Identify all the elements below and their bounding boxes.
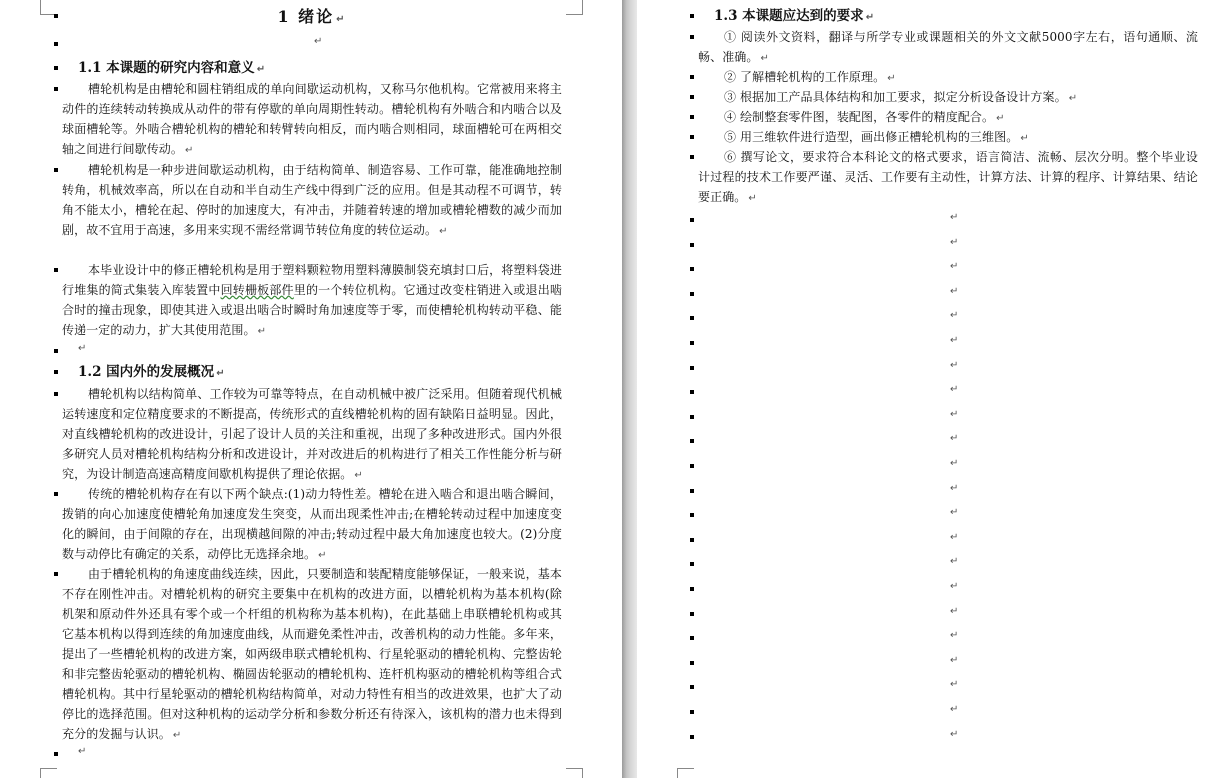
empty-paragraph[interactable]	[698, 407, 1198, 427]
requirement-item[interactable]: ① 阅读外文资料，翻译与所学专业或课题相关的外文文献5000字左右，语句通顺、流畅、准确。 ↵	[698, 27, 1198, 69]
paragraph-bullet	[690, 464, 694, 468]
paragraph-bullet	[690, 612, 694, 616]
paragraph-mark: ↵	[950, 285, 959, 297]
chapter-title-block[interactable]: 1 绪论 ↵	[62, 6, 562, 31]
paragraph-mark: ↵	[950, 261, 959, 273]
empty-paragraph[interactable]	[698, 653, 1198, 673]
paragraph-bullet	[54, 42, 58, 46]
paragraph-bullet	[690, 267, 694, 271]
paragraph-bullet	[54, 349, 58, 353]
paragraph-bullet	[690, 243, 694, 247]
empty-paragraph[interactable]	[698, 579, 1198, 599]
empty-paragraph[interactable]	[698, 308, 1198, 328]
empty-paragraph[interactable]	[698, 677, 1198, 697]
empty-paragraph[interactable]	[698, 210, 1198, 230]
empty-paragraph[interactable]: ↵	[62, 34, 562, 54]
spellcheck-underlined-text: 回转栅板部件	[220, 283, 294, 297]
paragraph-bullet	[690, 95, 694, 99]
empty-paragraph[interactable]	[698, 284, 1198, 304]
document-page-right[interactable]	[637, 0, 1227, 778]
paragraph-mark: ↵	[950, 605, 959, 617]
paragraph-mark: ↵	[950, 408, 959, 420]
paragraph-mark: ↵	[950, 458, 959, 469]
empty-paragraph[interactable]	[698, 259, 1198, 279]
paragraph-bullet	[54, 752, 58, 756]
empty-paragraph[interactable]	[698, 382, 1198, 402]
paragraph-bullet	[690, 35, 694, 39]
paragraph-bullet	[690, 587, 694, 591]
section-heading-1-3[interactable]: 1.3 本课题应达到的要求 ↵	[698, 6, 1198, 28]
paragraph-mark: ↵	[950, 359, 959, 371]
empty-paragraph[interactable]: ↵	[62, 341, 562, 361]
empty-paragraph[interactable]	[698, 530, 1198, 550]
paragraph-bullet	[690, 155, 694, 159]
paragraph-bullet	[690, 489, 694, 493]
section-heading-1-2[interactable]: 1.2 国内外的发展概况 ↵	[62, 362, 562, 384]
empty-paragraph[interactable]	[698, 456, 1198, 476]
paragraph-bullet	[54, 492, 58, 496]
paragraph-mark: ↵	[950, 212, 959, 223]
paragraph-bullet	[690, 135, 694, 139]
paragraph-bullet	[690, 218, 694, 222]
requirement-item[interactable]: ③ 根据加工产品具体结构和加工要求，拟定分析设备设计方案。 ↵	[698, 87, 1198, 109]
body-paragraph[interactable]: 槽轮机构以结构简单、工作较为可靠等特点，在自动机械中被广泛采用。但随着现代机械运转速度和定位精度要求的不断提高，传统形式的直线槽轮机构的固有缺陷日益明显。因此，对直线槽轮机构的改进设计，引起了设计人员的关注和重视，出现了多种改进形式。国内外很多研究人员对槽轮机构结构分析和改进设计，并对改进后的机构进行了相关工作性能分析与研究，为设计制造高速高精度间歇机构提供了理论依据。 ↵	[62, 384, 562, 486]
paragraph-mark: ↵	[950, 531, 959, 543]
page-corner-mark	[566, 768, 583, 778]
paragraph-mark: ↵	[950, 654, 959, 666]
paragraph-bullet	[690, 366, 694, 370]
requirement-item[interactable]: ② 了解槽轮机构的工作原理。 ↵	[698, 67, 1198, 89]
paragraph-bullet	[54, 370, 58, 374]
paragraph-bullet	[690, 538, 694, 542]
body-paragraph[interactable]: 传统的槽轮机构存在有以下两个缺点:(1)动力特性差。槽轮在进入啮合和退出啮合瞬间，拨销的向心加速度使槽轮角加速度发生突变，从而出现柔性冲击;在槽轮转动过程中加速度变化的瞬间，由于间隙的存在，出现横越间隙的冲击;转动过程中最大角加速度也较大。(2)分度数与动停比有确定的关系，动停比无选择余地。 ↵	[62, 484, 562, 566]
paragraph-bullet	[690, 415, 694, 419]
page-corner-mark	[566, 0, 583, 15]
paragraph-mark: ↵	[950, 384, 959, 396]
body-paragraph[interactable]: 由于槽轮机构的角速度曲线连续，因此，只要制造和装配精度能够保证，一般来说，基本不存在刚性冲击。对槽轮机构的研究主要集中在机构的改进方面，以槽轮机构为基本机构(除机架和原动件外还具有零个或一个杆组的机构称为基本机构)，在此基础上串联槽轮机构或其它基本机构以得到连续的角加速度曲线，从而避免柔性冲击，改善机构的动力性能。多年来，提出了一些槽轮机构的改进方案，如两级串联式槽轮机构、行星轮驱动的槽轮机构、完整齿轮和非完整齿轮驱动的槽轮机构、椭圆齿轮驱动的槽轮机构、连杆机构驱动的槽轮机构等组合式槽轮机构。其中行星轮驱动的槽轮机构结构简单，对动力特性有相当的改进效果，也扩大了动停比的选择范围。但对这种机构的运动学分析和参数分析还有待深入，该机构的潜力也未得到充分的发掘与认识。 ↵	[62, 564, 562, 746]
paragraph-bullet	[690, 316, 694, 320]
paragraph-bullet	[54, 392, 58, 396]
empty-paragraph[interactable]	[698, 431, 1198, 451]
body-paragraph[interactable]: 槽轮机构是一种步进间歇运动机构，由于结构简单、制造容易、工作可靠，能准确地控制转角，机械效率高，所以在自动和半自动生产线中得到广泛的应用。但是其动程不可调节，转角不能太小，槽轮在起、停时的加速度大，有冲击，并随着转速的增加或槽轮槽数的减少而加剧，故不宜用于高速，多用来实现不需经常调节转位角度的转位运动。 ↵	[62, 160, 562, 242]
empty-paragraph[interactable]	[698, 628, 1198, 648]
paragraph-bullet	[690, 735, 694, 739]
paragraph-bullet	[690, 439, 694, 443]
paragraph-bullet	[690, 292, 694, 296]
empty-paragraph[interactable]: ↵	[62, 744, 562, 764]
paragraph-mark: ↵	[950, 556, 959, 568]
empty-paragraph[interactable]	[698, 702, 1198, 722]
paragraph-mark: ↵	[950, 581, 959, 592]
requirement-item[interactable]: ⑥ 撰写论文，要求符合本科论文的格式要求，语言简洁、流畅、层次分明。整个毕业设计过程的技术工作要严谨、灵活、工作要有主动性，计算方法、计算的程序、计算结果、结论要正确。 ↵	[698, 147, 1198, 209]
page-corner-mark	[40, 768, 57, 778]
empty-paragraph[interactable]	[698, 604, 1198, 624]
body-paragraph[interactable]: 槽轮机构是由槽轮和圆柱销组成的单向间歇运动机构，又称马尔他机构。它常被用来将主动件的连续转动转换成从动件的带有停歇的单向周期性转动。槽轮机构有外啮合和内啮合以及球面槽轮等。外啮合槽轮机构的槽轮和转臂转向相反，而内啮合则相同，球面槽轮可在两相交轴之间进行间歇传动。 ↵	[62, 79, 562, 161]
paragraph-bullet	[690, 513, 694, 517]
paragraph-bullet	[54, 87, 58, 91]
paragraph-bullet	[54, 14, 58, 18]
empty-paragraph[interactable]	[698, 481, 1198, 501]
paragraph-bullet	[54, 168, 58, 172]
requirement-item[interactable]: ⑤ 用三维软件进行造型，画出修正槽轮机构的三维图。 ↵	[698, 127, 1198, 149]
paragraph-bullet	[690, 636, 694, 640]
paragraph-bullet	[690, 75, 694, 79]
paragraph-mark: ↵	[950, 507, 959, 519]
paragraph-bullet	[690, 685, 694, 689]
page-gap-shadow	[622, 0, 637, 778]
empty-paragraph[interactable]	[698, 727, 1198, 747]
paragraph-mark: ↵	[950, 728, 959, 740]
empty-paragraph[interactable]	[698, 505, 1198, 525]
paragraph-bullet	[690, 562, 694, 566]
requirement-item[interactable]: ④ 绘制整套零件图，装配图，各零件的精度配合。 ↵	[698, 107, 1198, 129]
empty-paragraph[interactable]	[698, 554, 1198, 574]
paragraph-bullet	[54, 572, 58, 576]
paragraph-mark: ↵	[950, 310, 959, 322]
paragraph-bullet	[690, 341, 694, 345]
paragraph-bullet	[54, 66, 58, 70]
page-corner-mark	[40, 0, 57, 15]
empty-paragraph[interactable]	[698, 358, 1198, 378]
paragraph-bullet	[690, 661, 694, 665]
body-paragraph[interactable]: 本毕业设计中的修正槽轮机构是用于塑料颗粒物用塑料薄膜制袋充填封口后，将塑料袋进行堆集的简式集装入库装置中回转栅板部件里的一个转位机构。它通过改变柱销进入或退出啮合时的撞击现象，即使其进入或退出啮合时瞬时角加速度等于零，而使槽轮机构转动平稳、能传递一定的动力，扩大其使用范围。 ↵	[62, 260, 562, 342]
paragraph-mark: ↵	[950, 482, 959, 494]
paragraph-bullet	[690, 390, 694, 394]
paragraph-mark: ↵	[950, 630, 959, 642]
paragraph-bullet	[54, 268, 58, 272]
paragraph-mark: ↵	[950, 236, 959, 248]
paragraph-mark: ↵	[950, 335, 959, 346]
paragraph-mark: ↵	[950, 679, 959, 691]
chapter-title: 1 绪论	[277, 7, 335, 26]
paragraph-mark: ↵	[950, 433, 959, 445]
page-corner-mark	[677, 768, 694, 778]
empty-paragraph[interactable]	[698, 333, 1198, 353]
empty-paragraph[interactable]	[698, 235, 1198, 255]
paragraph-bullet	[690, 14, 694, 18]
paragraph-bullet	[690, 710, 694, 714]
paragraph-bullet	[690, 115, 694, 119]
section-heading-1-1[interactable]: 1.1 本课题的研究内容和意义 ↵	[62, 58, 562, 80]
paragraph-mark: ↵	[950, 704, 959, 715]
